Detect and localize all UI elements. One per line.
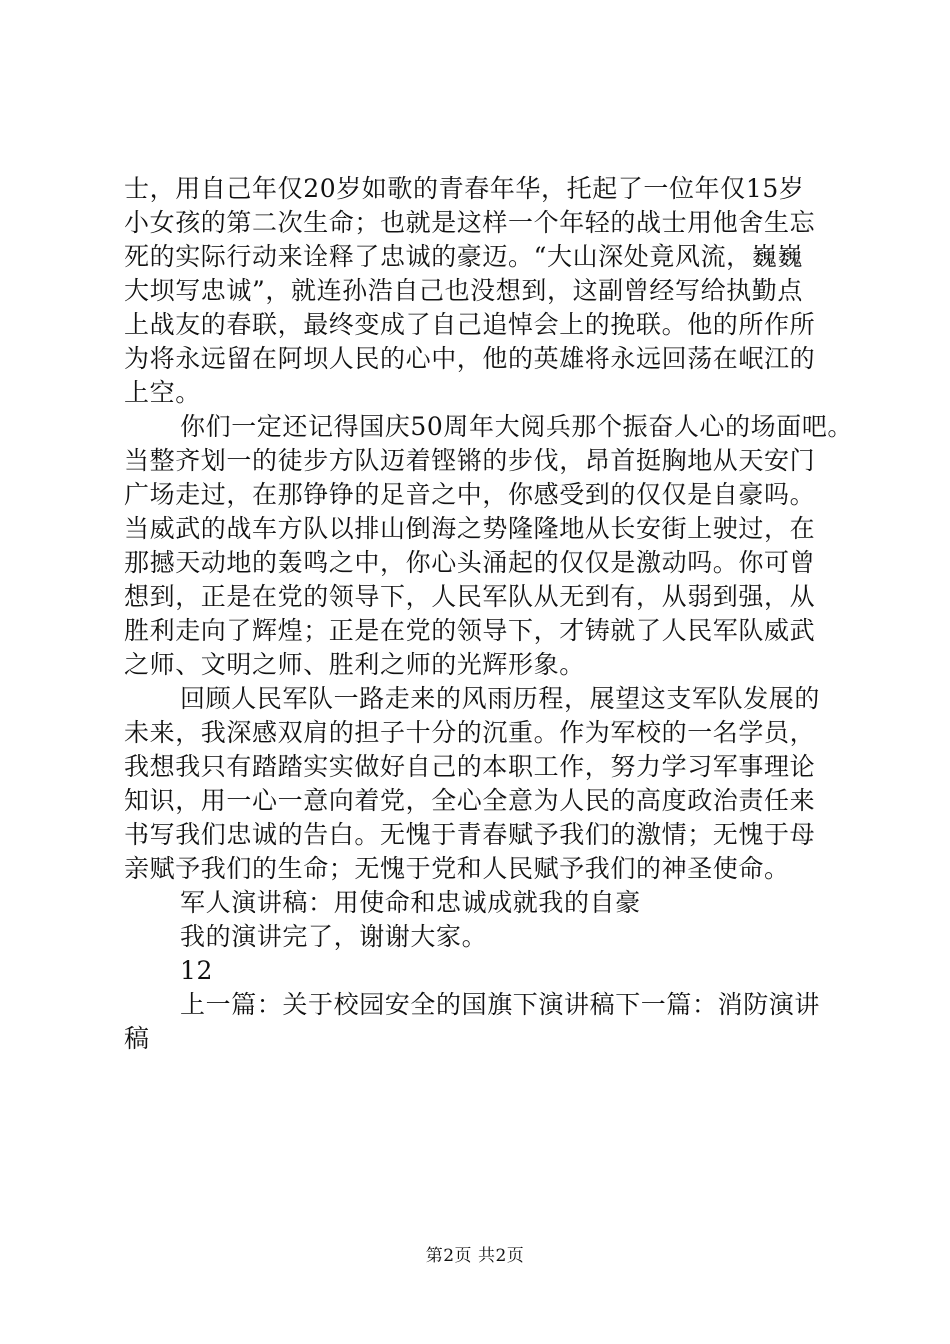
text-line: 书写我们忠诚的告白。无愧于青春赋予我们的激情；无愧于母 [124, 820, 816, 849]
text-line: 亲赋予我们的生命；无愧于党和人民赋予我们的神圣使命。 [124, 854, 790, 883]
paragraph [124, 886, 836, 920]
text-line: 上战友的春联，最终变成了自己追悼会上的挽联。他的所作所 [124, 310, 816, 339]
text-line: 大坝写忠诚”，就连孙浩自己也没想到，这副曾经写给执勤点 [124, 276, 803, 305]
paragraph [124, 988, 836, 1056]
text-line: 当整齐划一的徒步方队迈着铿锵的步伐，昂首挺胸地从天安门 [124, 446, 816, 475]
text-line: 那撼天动地的轰鸣之中，你心头涌起的仅仅是激动吗。你可曾 [124, 548, 816, 577]
text-line: 当威武的战车方队以排山倒海之势隆隆地从长安街上驶过，在 [124, 514, 816, 543]
text-line: 未来，我深感双肩的担子十分的沉重。作为军校的一名学员， [124, 718, 816, 747]
page-footer: 第2页 共2页 [425, 1246, 525, 1266]
text-line: 稿 [124, 1024, 150, 1053]
text-line: 想到，正是在党的领导下，人民军队从无到有，从弱到强，从 [124, 582, 816, 611]
text-line: 知识，用一心一意向着党，全心全意为人民的高度政治责任来 [124, 786, 816, 815]
text-line: 上空。 [124, 378, 201, 407]
text-line: 12 [180, 956, 214, 985]
paragraph [124, 954, 836, 988]
text-line: 士，用自己年仅20岁如歌的青春年华，托起了一位年仅15岁 [124, 174, 805, 203]
text-line: 广场走过，在那铮铮的足音之中，你感受到的仅仅是自豪吗。 [124, 480, 816, 509]
paragraph [124, 920, 836, 954]
text-line: 你们一定还记得国庆50周年大阅兵那个振奋人心的场面吧。 [180, 412, 854, 441]
document-body [124, 172, 854, 1056]
text-line: 回顾人民军队一路走来的风雨历程，展望这支军队发展的 [180, 684, 821, 713]
text-line: 之师、文明之师、胜利之师的光辉形象。 [124, 650, 585, 679]
text-line: 胜利走向了辉煌；正是在党的领导下，才铸就了人民军队威武 [124, 616, 816, 645]
text-line: 为将永远留在阿坝人民的心中，他的英雄将永远回荡在岷江的 [124, 344, 816, 373]
text-line: 我的演讲完了，谢谢大家。 [180, 922, 488, 951]
paragraph [124, 682, 836, 886]
paragraph [124, 410, 854, 682]
text-line: 上一篇：关于校园安全的国旗下演讲稿下一篇：消防演讲 [180, 990, 821, 1019]
text-line: 小女孩的第二次生命；也就是这样一个年轻的战士用他舍生忘 [124, 208, 816, 237]
text-line: 我想我只有踏踏实实做好自己的本职工作，努力学习军事理论 [124, 752, 816, 781]
paragraph [124, 172, 836, 410]
text-line: 死的实际行动来诠释了忠诚的豪迈。“大山深处竟风流，巍巍 [124, 242, 803, 271]
text-line: 军人演讲稿：用使命和忠诚成就我的自豪 [180, 888, 641, 917]
